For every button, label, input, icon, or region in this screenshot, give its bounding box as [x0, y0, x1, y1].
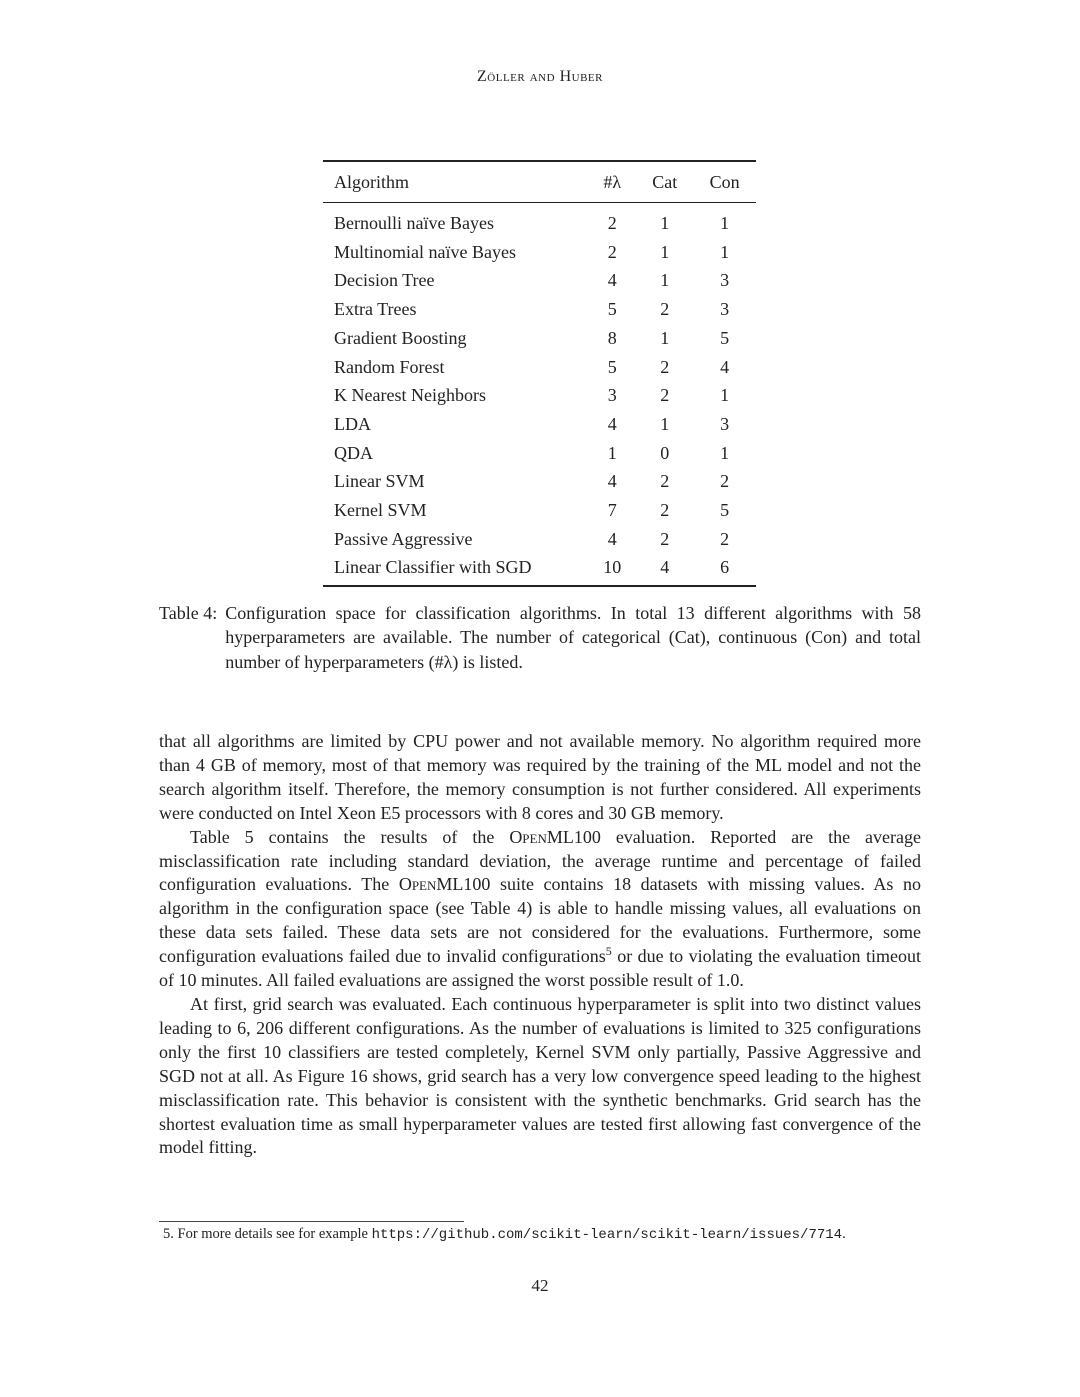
- openml100-name: OpenML100: [509, 826, 601, 847]
- column-header-algorithm: Algorithm: [334, 172, 409, 192]
- algorithm-cell: Linear Classifier with SGD: [334, 557, 532, 578]
- cat-cell: 1: [660, 270, 670, 291]
- table-row: [323, 238, 756, 267]
- algorithm-cell: Decision Tree: [334, 270, 435, 291]
- algorithm-cell: LDA: [334, 413, 371, 434]
- cat-cell: 2: [660, 299, 670, 320]
- cat-cell: 1: [660, 241, 670, 262]
- footnote-rule: [159, 1221, 464, 1222]
- cat-cell: 2: [660, 356, 670, 377]
- cat-cell: 4: [660, 557, 670, 578]
- num-hyperparameters-cell: 4: [607, 270, 617, 291]
- text: Table 5 contains the results of the: [190, 826, 510, 847]
- cat-cell: 2: [660, 500, 670, 521]
- table-row: [323, 410, 756, 439]
- paragraph: that all algorithms are limited by CPU power and not available memory. No algorithm required more than 4 GB of memory, most of that memory was required by the training of the ML model and not the search algorithm itself. Therefore, the memory consumption is not further considered. All experiments were conducted on Intel Xeon E5 processors with 8 cores and 30 GB memory.: [159, 731, 921, 823]
- con-cell: 6: [720, 557, 730, 578]
- table-row: [323, 266, 756, 295]
- con-cell: 3: [720, 413, 730, 434]
- footnote: [163, 1226, 846, 1243]
- con-cell: 1: [720, 241, 730, 262]
- paragraph: At first, grid search was evaluated. Each continuous hyperparameter is split into two distinct values leading to 6, 206 different configurations. As the number of evaluations is limited to 325 configurations only the first 10 classifiers are tested completely, Kernel SVM only partially, Passive Aggressive and SGD not at all. As Figure 16 shows, grid search has a very low convergence speed leading to the highest misclassification rate. This behavior is consistent with the synthetic benchmarks. Grid search has the shortest evaluation time as small hyperparameter values are tested first allowing fast convergence of the model fitting.: [159, 993, 921, 1158]
- con-cell: 1: [720, 385, 730, 406]
- num-hyperparameters-cell: 10: [603, 557, 622, 578]
- column-header-cat: Cat: [652, 172, 678, 192]
- table-row: [323, 203, 756, 238]
- column-header-num-hyperparameters: #λ: [603, 172, 622, 192]
- algorithm-cell: Extra Trees: [334, 299, 417, 320]
- con-cell: 3: [720, 270, 730, 291]
- algorithm-cell: Random Forest: [334, 356, 445, 377]
- table-row: [323, 324, 756, 353]
- table-row: [323, 525, 756, 554]
- table-row: [323, 553, 756, 586]
- num-hyperparameters-cell: 1: [607, 442, 617, 463]
- num-hyperparameters-cell: 4: [607, 528, 617, 549]
- num-hyperparameters-cell: 5: [607, 299, 617, 320]
- footnote-mark[interactable]: 5: [605, 944, 612, 959]
- cat-cell: 1: [660, 413, 670, 434]
- configuration-space-table: [323, 160, 756, 587]
- algorithm-cell: Gradient Boosting: [334, 327, 467, 348]
- cat-cell: 1: [660, 213, 670, 233]
- algorithm-cell: Linear SVM: [334, 471, 425, 492]
- con-cell: 2: [720, 528, 730, 549]
- table-row: [323, 439, 756, 468]
- con-cell: 4: [720, 356, 730, 377]
- con-cell: 1: [720, 213, 730, 233]
- num-hyperparameters-cell: 8: [607, 327, 617, 348]
- con-cell: 2: [720, 471, 730, 492]
- table-row: [323, 381, 756, 410]
- table-caption: [159, 601, 921, 674]
- footnote-url-link[interactable]: https://github.com/scikit-learn/scikit-learn/issues/7714: [371, 1227, 843, 1243]
- con-cell: 5: [720, 500, 730, 521]
- algorithm-cell: Multinomial naïve Bayes: [334, 241, 516, 262]
- running-header: Zöller and Huber: [477, 68, 603, 85]
- num-hyperparameters-cell: 7: [607, 500, 617, 521]
- page-number: 42: [531, 1276, 549, 1295]
- cat-cell: 2: [660, 471, 670, 492]
- cat-cell: 1: [660, 327, 670, 348]
- num-hyperparameters-cell: 4: [607, 413, 617, 434]
- text: evaluation. Reported are the average misclassification rate including standard deviation, the average runtime and percentage of failed configuration evaluations. The: [159, 826, 921, 895]
- footnote-end: .: [842, 1226, 846, 1242]
- column-header-con: Con: [709, 172, 740, 192]
- cat-cell: 0: [660, 442, 670, 463]
- algorithm-cell: Bernoulli naïve Bayes: [334, 213, 494, 233]
- algorithm-cell: Passive Aggressive: [334, 528, 473, 549]
- num-hyperparameters-cell: 3: [607, 385, 617, 406]
- body-text: [159, 730, 921, 1160]
- algorithm-cell: Kernel SVM: [334, 500, 427, 521]
- table-header-row: [323, 161, 756, 203]
- con-cell: 5: [720, 327, 730, 348]
- cat-cell: 2: [660, 385, 670, 406]
- caption-text: Configuration space for classification algorithms. In total 13 different algorithms with 58 hyperparameters are available. The number of categorical (Cat), continuous (Con) and total number of hyperparameters (#λ) is listed.: [225, 603, 921, 672]
- algorithm-cell: QDA: [334, 442, 373, 463]
- text: suite contains 18 datasets with missing values. As no algorithm in the configuration space (see Table 4) is able to handle missing values, all evaluations on these data sets failed. These data sets are not considered for the evaluations. Furthermore, some configuration evaluations failed due to invalid configurations: [159, 874, 921, 967]
- con-cell: 1: [720, 442, 730, 463]
- con-cell: 3: [720, 299, 730, 320]
- table-row: [323, 353, 756, 382]
- num-hyperparameters-cell: 2: [607, 241, 617, 262]
- openml100-name: OpenML100: [398, 874, 491, 895]
- algorithm-cell: K Nearest Neighbors: [334, 385, 486, 406]
- cat-cell: 2: [660, 528, 670, 549]
- text: or due to violating the evaluation timeout of 10 minutes. All failed evaluations are assigned the worst possible result of 1.0.: [159, 946, 921, 991]
- footnote-text: 5. For more details see for example: [163, 1226, 372, 1242]
- table-row: [323, 496, 756, 525]
- num-hyperparameters-cell: 2: [607, 213, 617, 233]
- table-row: [323, 295, 756, 324]
- num-hyperparameters-cell: 5: [607, 356, 617, 377]
- num-hyperparameters-cell: 4: [607, 471, 617, 492]
- caption-label: Table 4:: [159, 603, 218, 623]
- table-row: [323, 467, 756, 496]
- paragraph: [159, 826, 921, 993]
